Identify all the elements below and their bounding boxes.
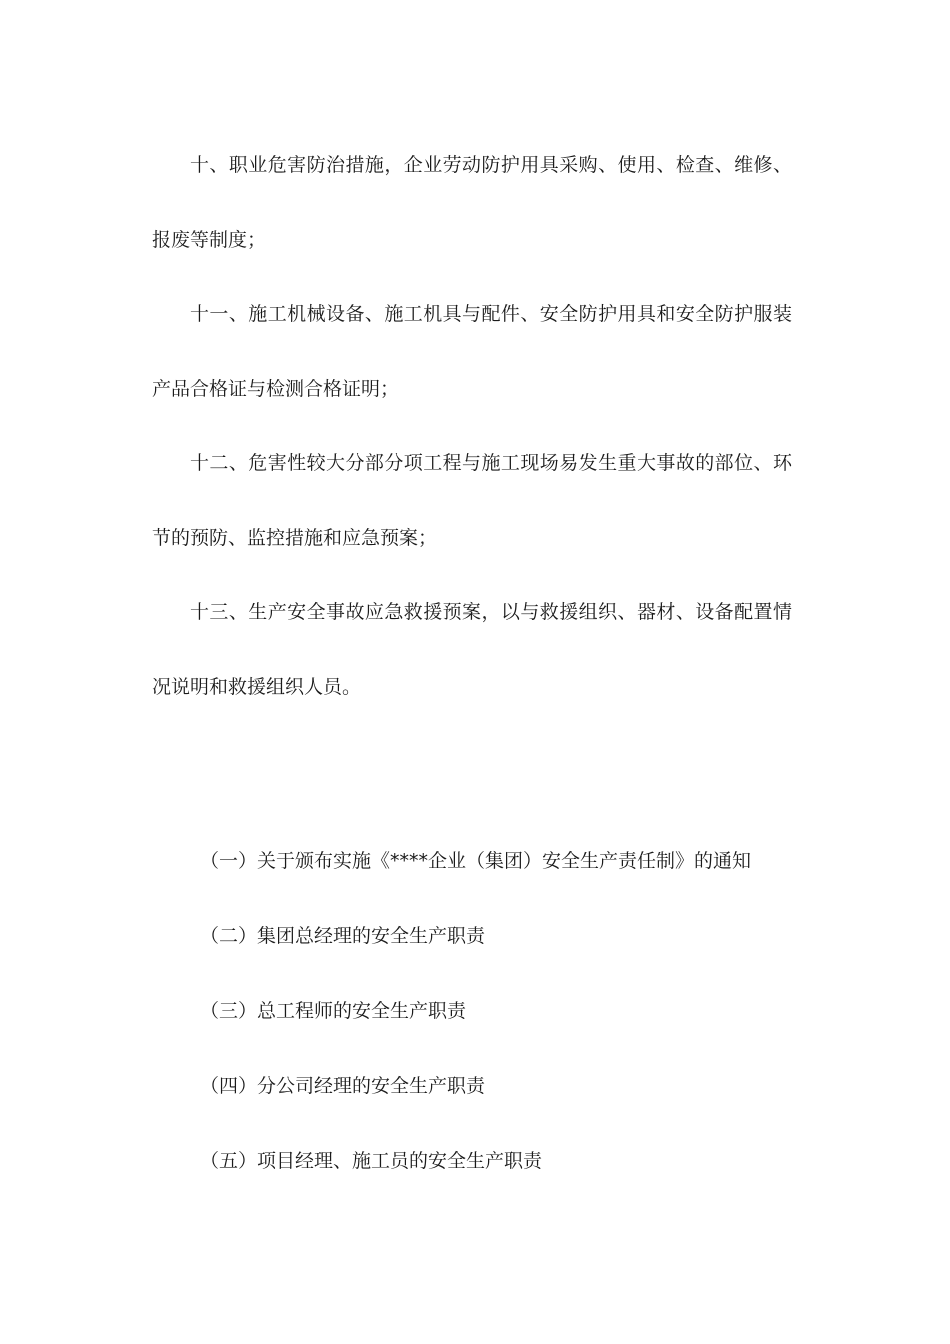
paragraph-12: 十二、危害性较大分部分项工程与施工现场易发生重大事故的部位、环节的预防、监控措施和应急预案； (152, 452, 792, 549)
toc-list (200, 824, 800, 1199)
toc-item-4: （四）分公司经理的安全生产职责 (200, 1075, 486, 1097)
paragraph-13: 十三、生产安全事故应急救援预案，以与救援组织、器材、设备配置情况说明和救援组织人员。 (152, 601, 792, 698)
toc-item-5: （五）项目经理、施工员的安全生产职责 (200, 1150, 543, 1172)
toc-item-3: （三）总工程师的安全生产职责 (200, 1000, 467, 1022)
body-text (152, 128, 792, 724)
paragraph-11: 十一、施工机械设备、施工机具与配件、安全防护用具和安全防护服装产品合格证与检测合格证明； (152, 303, 792, 400)
paragraph-10: 十、职业危害防治措施，企业劳动防护用具采购、使用、检查、维修、报废等制度； (152, 154, 792, 251)
toc-item-1: （一）关于颁布实施《****企业（集团）安全生产责任制》的通知 (200, 850, 752, 872)
toc-item-2: （二）集团总经理的安全生产职责 (200, 925, 486, 947)
